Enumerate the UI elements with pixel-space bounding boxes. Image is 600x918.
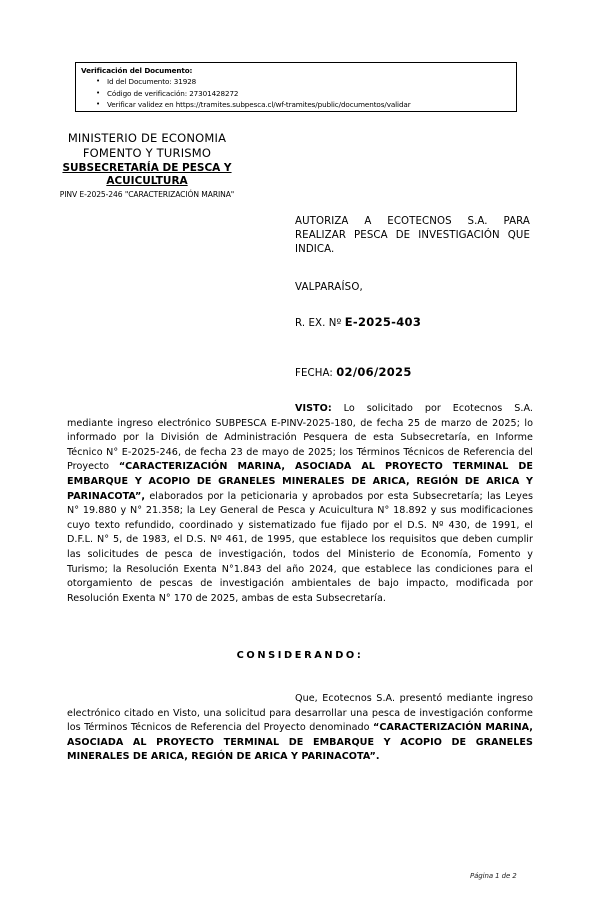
date-label: FECHA:: [295, 368, 333, 379]
list-item: [96, 88, 514, 100]
list-item: [96, 76, 514, 88]
subsecretaria-line-1: SUBSECRETARÍA DE PESCA Y: [62, 162, 232, 174]
date-line: [295, 365, 412, 379]
resolution-line: [295, 315, 421, 329]
project-code-line: PINV E-2025-246 "CARACTERIZACIÓN MARINA": [59, 190, 235, 199]
visto-text-part-2: elaborados por la peticionaria y aprobados por esta Subsecretaría; las Leyes N° 19.880 y N° 21.358; la Ley General de Pesca y Acuicultura N° 18.892 y sus modificaciones cuyo texto refundido, coordinado y sistematizado fue fijado por el D.S. Nº 430, de 1991, el D.F.L. N° 5, de 1983, el D.S. Nº 461, de 1995, que establece los requisitos que deben cumplir las solicitudes de pesca de investigación, todos del Ministerio de Economía, Fomento y Turismo; la Resolución Exenta N°1.843 del año 2024, que establece las condiciones para el otorgamiento de pescas de investigación ambientales de bajo impacto, modificada por Resolución Exenta N° 170 de 2025, ambas de esta Subsecretaría.: [67, 490, 533, 604]
visto-text-part-1: Lo solicitado por Ecotecnos S.A. mediante ingreso electrónico SUBPESCA E-PINV-2025-180, de fecha 25 de marzo de 2025; lo informado por la División de Administración Pesquera de esta Subsecretaría, en Informe Técnico N° E-2025-246, de fecha 23 de mayo de 2025; los Términos Técnicos de Referencia del Proyecto: [67, 403, 533, 473]
date-value: 02/06/2025: [336, 365, 412, 379]
visto-project-title: “CARACTERIZACIÓN MARINA, ASOCIADA AL PROYECTO TERMINAL DE EMBARQUE Y ACOPIO DE GRANELES MINERALES DE ARICA, REGIÓN DE ARICA Y PARINACOTA”,: [67, 461, 533, 502]
verification-url: Verificar validez en https://tramites.subpesca.cl/wf-tramites/public/documentos/validar: [107, 100, 411, 109]
resolution-label: R. EX. Nº: [295, 318, 342, 329]
page-footer: Página 1 de 2: [470, 872, 517, 880]
visto-section: [67, 402, 533, 606]
verification-title: Verificación del Documento:: [81, 66, 193, 75]
resolution-number: E-2025-403: [344, 315, 422, 329]
verification-document-id: Id del Documento: 31928: [107, 77, 197, 86]
visto-paragraph: [67, 402, 533, 606]
document-subject: AUTORIZA A ECOTECNOS S.A. PARA REALIZAR PESCA DE INVESTIGACIÓN QUE INDICA.: [295, 216, 530, 255]
considerando-section: [67, 692, 533, 765]
considerando-text-part-1: Que, Ecotecnos S.A. presentó mediante ingreso electrónico citado en Visto, una solicitud para desarrollar una pesca de investigación conforme los Términos Técnicos de Referencia del Proyecto denominado: [67, 693, 533, 734]
visto-label: VISTO:: [295, 403, 332, 414]
subsecretaria-line-2: ACUICULTURA: [106, 175, 188, 187]
bullet-icon: •: [96, 77, 101, 85]
considerando-paragraph: [67, 692, 533, 765]
document-city: VALPARAÍSO,: [295, 282, 363, 293]
ministry-line-2: FOMENTO Y TURISMO: [82, 146, 212, 160]
document-verification-box: [75, 62, 517, 112]
bullet-icon: •: [96, 88, 101, 97]
considerando-project-title: “CARACTERIZACIÓN MARINA, ASOCIADA AL PROYECTO TERMINAL DE EMBARQUE Y ACOPIO DE GRANELES MINERALES DE ARICA, REGIÓN DE ARICA Y PARINACOTA”.: [67, 722, 533, 763]
list-item: [96, 99, 514, 111]
letterhead: [22, 131, 272, 200]
considerando-heading: CONSIDERANDO:: [236, 650, 364, 661]
ministry-line-1: MINISTERIO DE ECONOMIA: [67, 131, 227, 145]
verification-list: [81, 76, 514, 111]
verification-code: Código de verificación: 27301428272: [107, 88, 239, 98]
bullet-icon: •: [96, 100, 101, 108]
